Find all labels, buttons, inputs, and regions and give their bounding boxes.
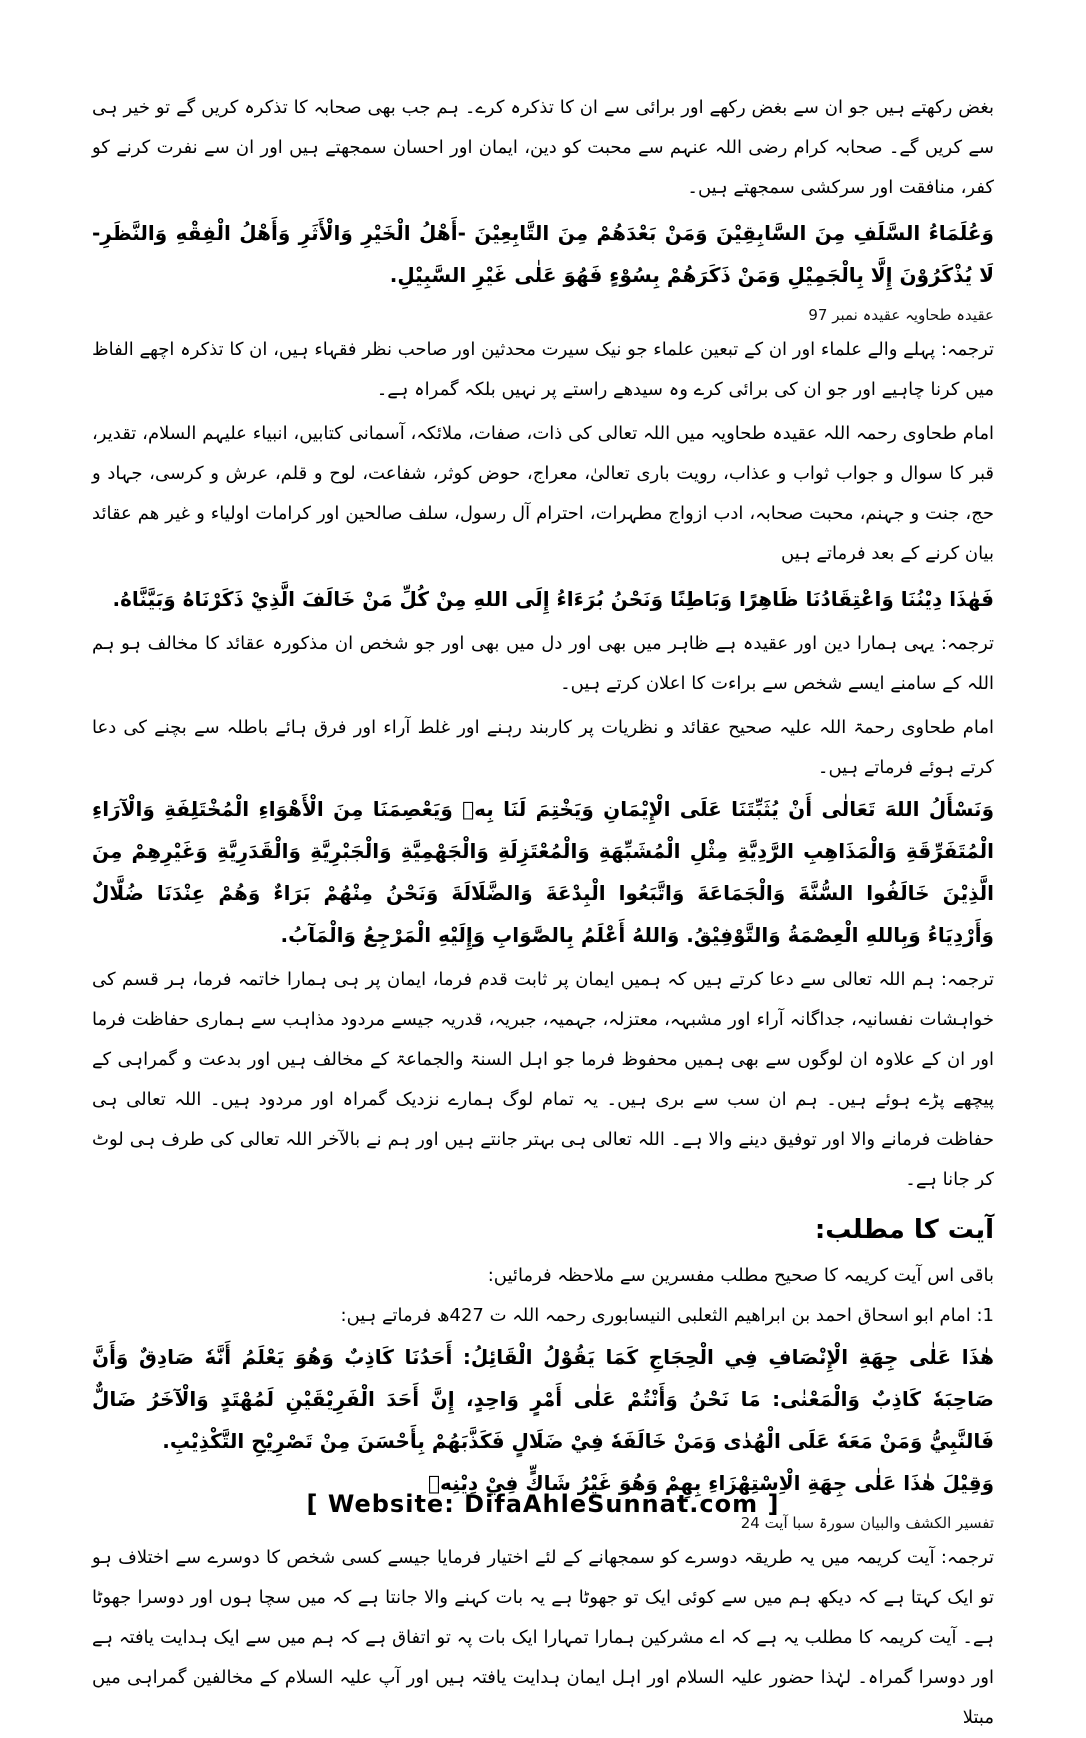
- arabic-quote-3: وَنَسْأَلُ اللهَ تَعَالٰى أَنْ يُثَبِّتَنَا عَلَى الْإِيْمَانِ وَيَخْتِمَ لَنَا بِهٖ وَيَعْصِمَنَا مِنَ الْأَهْوَاءِ الْمُخْتَلِفَةِ وَالْآرَاءِ الْمُتَفَرِّقَةِ وَالْمَذَاهِبِ الرَّدِيَّةِ مِثْلِ الْمُشَبِّهَةِ وَالْمُعْتَزِلَةِ وَالْجَهْمِيَّةِ وَالْجَبْرِيَّةِ وَالْقَدَرِيَّةِ وَغَيْرِهِمْ مِنَ الَّذِيْنَ خَالَفُوا السُّنَّةَ وَالْجَمَاعَةَ وَاتَّبَعُوا الْبِدْعَةَ وَالضَّلَالَةَ وَنَحْنُ مِنْهُمْ بَرَاءٌ وَهُمْ عِنْدَنَا ضُلَّالٌ وَأَرْدِيَاءُ وَبِاللهِ الْعِصْمَةُ وَالتَّوْفِيْقُ. وَاللهُ أَعْلَمُ بِالصَّوَابِ وَإِلَيْهِ الْمَرْجِعُ وَالْمَآبُ.: [92, 797, 994, 947]
- paragraph-1: بغض رکھتے ہیں جو ان سے بغض رکھے اور برائی سے ان کا تذکرہ کرے۔ ہم جب بھی صحابہ کا تذکرہ کریں گے تو خیر ہی سے کریں گے۔ صحابہ کرام رضی اللہ عنہم سے محبت کو دین، ایمان اور احسان سمجھتے ہیں اور ان سے نفرت کرنے کو کفر، منافقت اور سرکشی سمجھتے ہیں۔: [92, 97, 994, 198]
- paragraph-2: ترجمہ: پہلے والے علماء اور ان کے تبعین علماء جو نیک سیرت محدثین اور صاحب نظر فقہاء ہیں، ان کا تذکرہ اچھے الفاظ میں کرنا چاہیے اور جو ان کی برائی کرے وہ سیدھے راستے پر نہیں بلکہ گمراہ ہے۔: [92, 339, 994, 400]
- paragraph-8: 1: امام ابو اسحاق احمد بن ابراھیم الثعلبی النیسابوری رحمہ اللہ ت 427ھ فرماتے ہیں:: [340, 1305, 994, 1326]
- arabic-quote-2: فَهٰذَا دِيْنُنَا وَاعْتِقَادُنَا ظَاهِرًا وَبَاطِنًا وَنَحْنُ بُرَءَاءُ إِلَى اللهِ مِنْ كُلِّ مَنْ خَالَفَ الَّذِيْ ذَكَرْنَاهُ وَبَيَّنَّاهُ.: [112, 587, 994, 611]
- paragraph-3: امام طحاوی رحمہ اللہ عقیدہ طحاویہ میں اللہ تعالی کی ذات، صفات، ملائکہ، آسمانی کتابیں، انبیاء علیہم السلام، تقدیر، قبر کا سوال و جواب ثواب و عذاب، رویت باری تعالیٰ، معراج، حوض کوثر، شفاعت، لوح و قلم، عرش و کرسی، جہاد و حج، جنت و جہنم، محبت صحابہ، ادب ازواج مطہرات، احترام آل رسول، سلف صالحین اور کرامات اولیاء و غیر ھم عقائد بیان کرنے کے بعد فرماتے ہیں: [92, 423, 994, 564]
- paragraph-4: ترجمہ: یہی ہمارا دین اور عقیدہ ہے ظاہر میں بھی اور دل میں بھی اور جو شخص ان مذکورہ عقائد کا مخالف ہو ہم اللہ کے سامنے ایسے شخص سے براءت کا اعلان کرتے ہیں۔: [92, 633, 994, 694]
- paragraph-6: ترجمہ: ہم اللہ تعالی سے دعا کرتے ہیں کہ ہمیں ایمان پر ثابت قدم فرما، ایمان پر ہی ہمارا خاتمہ فرما، ہر قسم کی خواہشات نفسانیہ، جداگانہ آراء اور مشبہہ، معتزلہ، جہمیہ، جبریہ، قدریہ جیسے مردود مذاہب سے ہماری حفاظت فرما اور ان کے علاوہ ان لوگوں سے بھی ہمیں محفوظ فرما جو اہل السنۃ والجماعۃ کے مخالف ہیں اور بدعت و گمراہی کے پیچھے پڑے ہوئے ہیں۔ ہم ان سب سے بری ہیں۔ یہ تمام لوگ ہمارے نزدیک گمراہ اور مردود ہیں۔ اللہ تعالی ہی حفاظت فرمانے والا اور توفیق دینے والا ہے۔ اللہ تعالی ہی بہتر جانتے ہیں اور ہم نے بالآخر اللہ تعالی کی طرف ہی لوٹ کر جانا ہے۔: [92, 969, 994, 1190]
- arabic-quote-5: وَقِيْلَ هٰذَا عَلٰى جِهَةِ الْاِسْتِهْزَاءِ بِهِمْ وَهُوَ غَيْرُ شَاكٍّ فِيْ دِيْنِهٖ: [428, 1471, 994, 1495]
- website-footer: [ Website: DifaAhleSunnat.com ]: [306, 1490, 780, 1518]
- arabic-quote-4: هٰذَا عَلٰى جِهَةِ الْإِنْصَافِ فِي الْحِجَاجِ كَمَا يَقُوْلُ الْقَائِلُ: أَحَدُنَا كَاذِبٌ وَهُوَ يَعْلَمُ أَنَّهٗ صَادِقٌ وَأَنَّ صَاحِبَهٗ كَاذِبٌ وَالْمَعْنٰى: مَا نَحْنُ وَأَنْتُمْ عَلٰى أَمْرٍ وَاحِدٍ، إِنَّ أَحَدَ الْفَرِيْقَيْنِ لَمُهْتَدٍ وَالْآخَرُ ضَالٌّ فَالنَّبِيُّ وَمَنْ مَعَهٗ عَلَى الْهُدٰى وَمَنْ خَالَفَهٗ فِيْ ضَلَالٍ فَكَذَّبَهُمْ بِأَحْسَنَ مِنْ تَصْرِيْحِ التَّكْذِيْبِ.: [92, 1345, 994, 1453]
- reference-2: تفسیر الکشف والبیان سورۃ سبا آیت 24: [740, 1514, 994, 1532]
- reference-1: عقیدہ طحاویہ عقیدہ نمبر 97: [808, 306, 994, 324]
- arabic-quote-1: وَعُلَمَاءُ السَّلَفِ مِنَ السَّابِقِيْنَ وَمَنْ بَعْدَهُمْ مِنَ التَّابِعِيْنَ -أَهْلُ الْخَيْرِ وَالْأَثَرِ وَأَهْلُ الْفِقْهِ وَالنَّظَرِ- لَا يُذْكَرُوْنَ إِلَّا بِالْجَمِيْلِ وَمَنْ ذَكَرَهُمْ بِسُوْءٍ فَهُوَ عَلٰى غَيْرِ السَّبِيْلِ.: [92, 221, 994, 287]
- paragraph-5: امام طحاوی رحمۃ اللہ علیہ صحیح عقائد و نظریات پر کاربند رہنے اور غلط آراء اور فرق ہائے باطلہ سے بچنے کی دعا کرتے ہوئے فرماتے ہیں۔: [92, 717, 994, 778]
- section-heading: آیت کا مطلب:: [814, 1215, 994, 1245]
- paragraph-7: باقی اس آیت کریمہ کا صحیح مطلب مفسرین سے ملاحظہ فرمائیں:: [487, 1265, 994, 1286]
- paragraph-9: ترجمہ: آیت کریمہ میں یہ طریقہ دوسرے کو سمجھانے کے لئے اختیار فرمایا جیسے کسی شخص کا دوسرے سے اختلاف ہو تو ایک کہتا ہے کہ دیکھ ہم میں سے کوئی ایک تو جھوٹا ہے یہ بات کہنے والا جانتا ہے کہ میں سچا ہوں اور دوسرا جھوٹا ہے۔ آیت کریمہ کا مطلب یہ ہے کہ اے مشرکین ہمارا تمہارا ایک بات پہ تو اتفاق ہے کہ ہم میں سے ایک ہدایت یافتہ ہے اور دوسرا گمراہ۔ لہٰذا حضور علیہ السلام اور اہل ایمان ہدایت یافتہ ہیں اور آپ علیہ السلام کے مخالفین گمراہی میں مبتلا: [92, 1547, 994, 1728]
